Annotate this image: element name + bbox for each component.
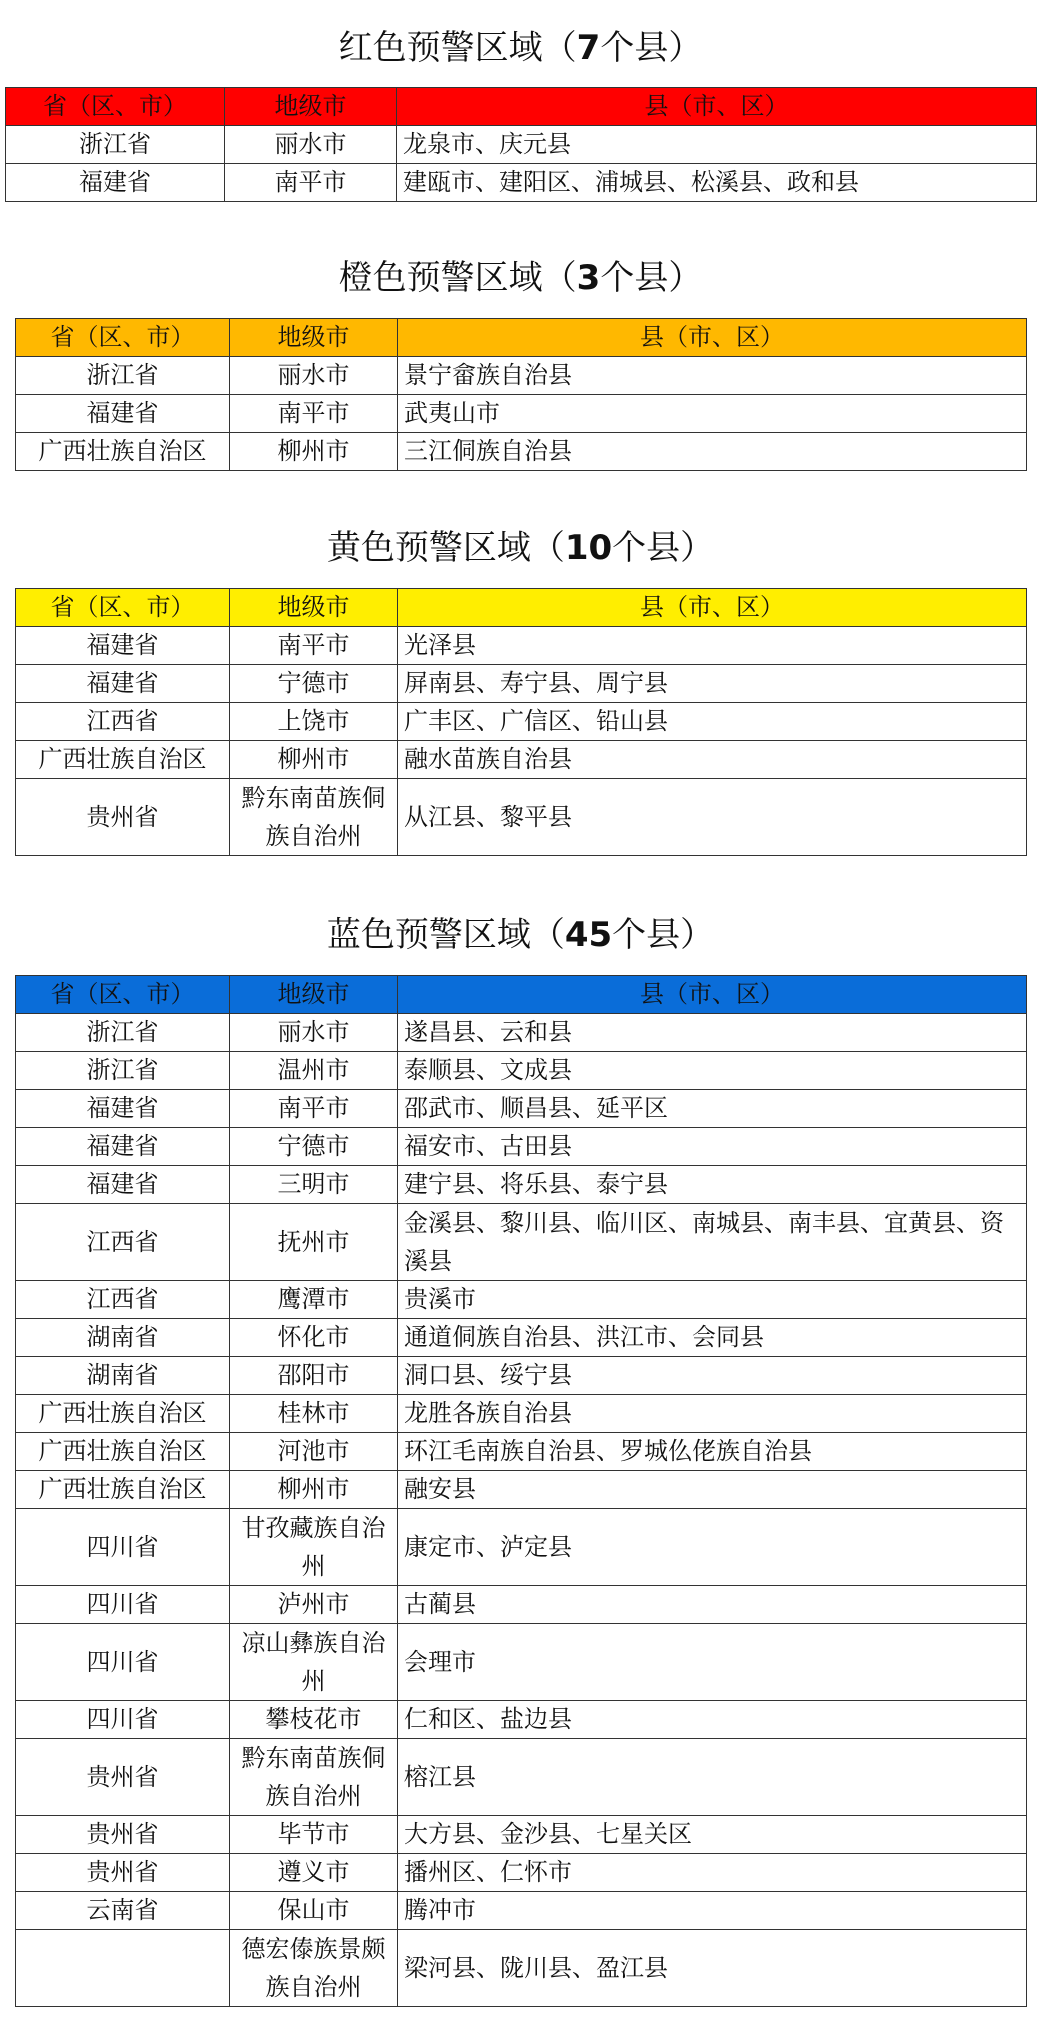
- cell-province: 广西壮族自治区: [16, 1395, 230, 1433]
- cell-county: 金溪县、黎川县、临川区、南城县、南丰县、宜黄县、资溪县: [398, 1204, 1027, 1281]
- cell-province: 江西省: [16, 1281, 230, 1319]
- cell-city: 遵义市: [230, 1854, 398, 1892]
- table-row: [16, 627, 1027, 665]
- table-row: [16, 1090, 1027, 1128]
- table-row: [16, 1052, 1027, 1090]
- cell-city: 柳州市: [230, 433, 398, 471]
- cell-county: 光泽县: [398, 627, 1027, 665]
- cell-province: 贵州省: [16, 1854, 230, 1892]
- blue-warning-title: 蓝色预警区域（45个县）: [326, 915, 715, 955]
- cell-city: 丽水市: [225, 126, 397, 164]
- cell-county: 泰顺县、文成县: [398, 1052, 1027, 1090]
- cell-city: 南平市: [230, 395, 398, 433]
- cell-city: 邵阳市: [230, 1357, 398, 1395]
- header-city: 地级市: [230, 976, 398, 1014]
- cell-city: 南平市: [230, 1090, 398, 1128]
- cell-county: 屏南县、寿宁县、周宁县: [398, 665, 1027, 703]
- cell-city: 温州市: [230, 1052, 398, 1090]
- table-row: [16, 1433, 1027, 1471]
- table-row: [6, 164, 1037, 202]
- yellow-warning-section: [0, 528, 1041, 568]
- cell-province: 广西壮族自治区: [16, 1471, 230, 1509]
- table-row: [16, 433, 1027, 471]
- cell-city: 保山市: [230, 1892, 398, 1930]
- cell-county: 三江侗族自治县: [398, 433, 1027, 471]
- cell-province: 江西省: [16, 1204, 230, 1281]
- cell-county: 融安县: [398, 1471, 1027, 1509]
- header-city: 地级市: [225, 88, 397, 126]
- cell-county: 建宁县、将乐县、泰宁县: [398, 1166, 1027, 1204]
- cell-city: 泸州市: [230, 1586, 398, 1624]
- table-row: [16, 395, 1027, 433]
- cell-province: [16, 1930, 230, 2007]
- cell-province: 浙江省: [6, 126, 225, 164]
- cell-county: 环江毛南族自治县、罗城仫佬族自治县: [398, 1433, 1027, 1471]
- cell-city: 丽水市: [230, 357, 398, 395]
- table-row: [16, 1395, 1027, 1433]
- table-row: [16, 1204, 1027, 1281]
- blue-warning-table: [15, 975, 1027, 2007]
- header-province: 省（区、市）: [6, 88, 225, 126]
- cell-county: 仁和区、盐边县: [398, 1701, 1027, 1739]
- table-row: [16, 1357, 1027, 1395]
- header-city: 地级市: [230, 589, 398, 627]
- blue-warning-section: [0, 915, 1041, 955]
- cell-province: 贵州省: [16, 1739, 230, 1816]
- cell-province: 贵州省: [16, 779, 230, 856]
- cell-county: 邵武市、顺昌县、延平区: [398, 1090, 1027, 1128]
- cell-city: 上饶市: [230, 703, 398, 741]
- table-row: [16, 1166, 1027, 1204]
- cell-city: 黔东南苗族侗族自治州: [230, 779, 398, 856]
- table-row: [16, 1128, 1027, 1166]
- cell-county: 洞口县、绥宁县: [398, 1357, 1027, 1395]
- table-row: [16, 665, 1027, 703]
- table-row: [16, 1892, 1027, 1930]
- cell-province: 广西壮族自治区: [16, 741, 230, 779]
- cell-province: 浙江省: [16, 357, 230, 395]
- cell-city: 宁德市: [230, 665, 398, 703]
- cell-city: 甘孜藏族自治州: [230, 1509, 398, 1586]
- table-row: [6, 126, 1037, 164]
- cell-city: 河池市: [230, 1433, 398, 1471]
- cell-county: 遂昌县、云和县: [398, 1014, 1027, 1052]
- red-warning-table: [5, 87, 1037, 202]
- table-row: [16, 1509, 1027, 1586]
- table-row: [16, 357, 1027, 395]
- cell-province: 福建省: [16, 665, 230, 703]
- cell-province: 湖南省: [16, 1319, 230, 1357]
- table-row: [16, 1471, 1027, 1509]
- table-header-row: [16, 589, 1027, 627]
- table-row: [16, 1281, 1027, 1319]
- table-row: [16, 1701, 1027, 1739]
- red-warning-section: [0, 28, 1041, 68]
- header-county: 县（市、区）: [398, 319, 1027, 357]
- table-row: [16, 1624, 1027, 1701]
- cell-county: 播州区、仁怀市: [398, 1854, 1027, 1892]
- cell-province: 贵州省: [16, 1816, 230, 1854]
- table-row: [16, 1739, 1027, 1816]
- cell-province: 福建省: [16, 1090, 230, 1128]
- header-province: 省（区、市）: [16, 976, 230, 1014]
- cell-city: 怀化市: [230, 1319, 398, 1357]
- header-province: 省（区、市）: [16, 589, 230, 627]
- cell-county: 榕江县: [398, 1739, 1027, 1816]
- cell-city: 鹰潭市: [230, 1281, 398, 1319]
- cell-county: 古蔺县: [398, 1586, 1027, 1624]
- table-row: [16, 741, 1027, 779]
- cell-city: 宁德市: [230, 1128, 398, 1166]
- cell-province: 四川省: [16, 1624, 230, 1701]
- orange-warning-section: [0, 258, 1041, 298]
- header-county: 县（市、区）: [398, 589, 1027, 627]
- cell-city: 抚州市: [230, 1204, 398, 1281]
- table-row: [16, 1816, 1027, 1854]
- cell-county: 会理市: [398, 1624, 1027, 1701]
- cell-county: 融水苗族自治县: [398, 741, 1027, 779]
- cell-city: 凉山彝族自治州: [230, 1624, 398, 1701]
- cell-city: 柳州市: [230, 741, 398, 779]
- table-row: [16, 1854, 1027, 1892]
- table-header-row: [16, 976, 1027, 1014]
- cell-province: 福建省: [6, 164, 225, 202]
- table-row: [16, 1930, 1027, 2007]
- cell-county: 腾冲市: [398, 1892, 1027, 1930]
- cell-city: 柳州市: [230, 1471, 398, 1509]
- cell-province: 江西省: [16, 703, 230, 741]
- table-row: [16, 1319, 1027, 1357]
- cell-city: 南平市: [230, 627, 398, 665]
- cell-county: 龙胜各族自治县: [398, 1395, 1027, 1433]
- table-row: [16, 1586, 1027, 1624]
- cell-county: 景宁畲族自治县: [398, 357, 1027, 395]
- orange-warning-table: [15, 318, 1027, 471]
- cell-province: 湖南省: [16, 1357, 230, 1395]
- cell-county: 福安市、古田县: [398, 1128, 1027, 1166]
- cell-province: 福建省: [16, 1128, 230, 1166]
- cell-province: 四川省: [16, 1586, 230, 1624]
- cell-city: 三明市: [230, 1166, 398, 1204]
- cell-province: 福建省: [16, 1166, 230, 1204]
- table-header-row: [6, 88, 1037, 126]
- yellow-warning-table: [15, 588, 1027, 856]
- cell-province: 广西壮族自治区: [16, 433, 230, 471]
- header-province: 省（区、市）: [16, 319, 230, 357]
- cell-province: 浙江省: [16, 1014, 230, 1052]
- cell-county: 建瓯市、建阳区、浦城县、松溪县、政和县: [397, 164, 1037, 202]
- cell-city: 丽水市: [230, 1014, 398, 1052]
- yellow-warning-title: 黄色预警区域（10个县）: [326, 528, 715, 568]
- cell-county: 梁河县、陇川县、盈江县: [398, 1930, 1027, 2007]
- orange-warning-title: 橙色预警区域（3个县）: [338, 258, 703, 298]
- header-city: 地级市: [230, 319, 398, 357]
- table-header-row: [16, 319, 1027, 357]
- cell-county: 通道侗族自治县、洪江市、会同县: [398, 1319, 1027, 1357]
- cell-city: 黔东南苗族侗族自治州: [230, 1739, 398, 1816]
- cell-province: 四川省: [16, 1509, 230, 1586]
- cell-province: 云南省: [16, 1892, 230, 1930]
- cell-city: 德宏傣族景颇族自治州: [230, 1930, 398, 2007]
- cell-province: 四川省: [16, 1701, 230, 1739]
- cell-county: 大方县、金沙县、七星关区: [398, 1816, 1027, 1854]
- table-row: [16, 1014, 1027, 1052]
- header-county: 县（市、区）: [397, 88, 1037, 126]
- cell-province: 浙江省: [16, 1052, 230, 1090]
- cell-province: 福建省: [16, 627, 230, 665]
- cell-county: 从江县、黎平县: [398, 779, 1027, 856]
- cell-city: 毕节市: [230, 1816, 398, 1854]
- cell-county: 广丰区、广信区、铅山县: [398, 703, 1027, 741]
- cell-city: 桂林市: [230, 1395, 398, 1433]
- cell-province: 福建省: [16, 395, 230, 433]
- cell-county: 武夷山市: [398, 395, 1027, 433]
- red-warning-title: 红色预警区域（7个县）: [338, 28, 703, 68]
- header-county: 县（市、区）: [398, 976, 1027, 1014]
- cell-province: 广西壮族自治区: [16, 1433, 230, 1471]
- cell-county: 康定市、泸定县: [398, 1509, 1027, 1586]
- table-row: [16, 779, 1027, 856]
- cell-county: 龙泉市、庆元县: [397, 126, 1037, 164]
- table-row: [16, 703, 1027, 741]
- cell-city: 南平市: [225, 164, 397, 202]
- cell-city: 攀枝花市: [230, 1701, 398, 1739]
- cell-county: 贵溪市: [398, 1281, 1027, 1319]
